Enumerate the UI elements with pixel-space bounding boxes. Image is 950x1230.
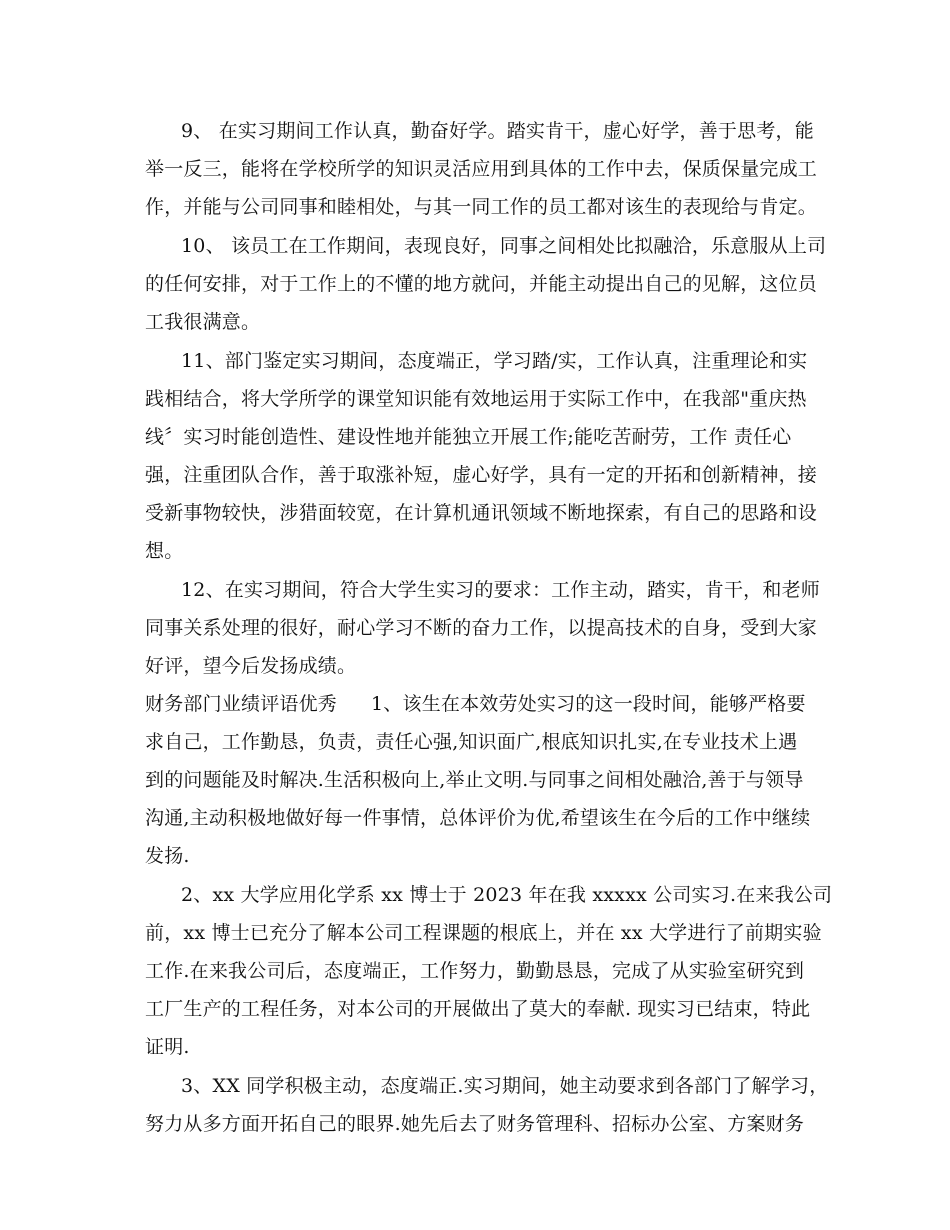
paragraph-9-line-1: 9、 在实习期间工作认真，勤奋好学。踏实肯干，虚心好学，善于思考，能 xyxy=(181,120,814,142)
section-item-1-line-3: 到的问题能及时解决.生活积极向上,举止文明.与同事之间相处融洽,善于与领导 xyxy=(145,769,804,791)
section-item-3-line-2: 努力从多方面开拓自己的眼界.她先后去了财务管理科、招标办公室、方案财务 xyxy=(145,1113,805,1135)
paragraph-12-line-3: 好评，望今后发扬成绩。 xyxy=(145,655,357,677)
paragraph-11-line-5: 受新事物较快，涉猎面较宽，在计算机通讯领域不断地探索，有自己的思路和设 xyxy=(145,502,818,524)
section-item-2-line-5: 证明. xyxy=(145,1036,190,1058)
section-item-3-line-1: 3、XX 同学积极主动，态度端正.实习期间，她主动要求到各部门了解学习， xyxy=(181,1075,829,1097)
section-item-2-line-3: 工作.在来我公司后，态度端正，工作努力，勤勤恳恳，完成了从实验室研究到 xyxy=(145,960,805,982)
paragraph-9-line-2: 举一反三，能将在学校所学的知识灵活应用到具体的工作中去，保质保量完成工 xyxy=(145,158,818,180)
paragraph-11-line-1: 11、部门鉴定实习期间，态度端正，学习踏/实，工作认真，注重理论和实 xyxy=(181,350,808,372)
paragraph-11-line-4: 强，注重团队合作，善于取涨补短，虚心好学，具有一定的开拓和创新精神，接 xyxy=(145,464,818,486)
section-item-2-line-1: 2、xx 大学应用化学系 xx 博士于 2023 年在我 xxxxx 公司实习.在来我公司 xyxy=(181,884,833,906)
paragraph-12-line-2: 同事关系处理的很好，耐心学习不断的奋力工作，以提高技术的自身，受到大家 xyxy=(145,617,818,639)
section-item-2-line-2: 前，xx 博士已充分了解本公司工程课题的根底上，并在 xx 大学进行了前期实验 xyxy=(145,922,822,944)
section-item-2-line-4: 工厂生产的工程任务，对本公司的开展做出了莫大的奉献. 现实习已结束，特此 xyxy=(145,998,811,1020)
section-item-1-line-4: 沟通,主动积极地做好每一件事情，总体评价为优,希望该生在今后的工作中继续 xyxy=(145,807,811,829)
section-item-1-line-1: 1、该生在本效劳处实习的这一段时间，能够严格要 xyxy=(371,693,806,715)
section-item-1-line-2: 求自己，工作勤恳，负责，责任心强,知识面广,根底知识扎实,在专业技术上遇 xyxy=(145,731,798,753)
section-heading: 财务部门业绩评语优秀 xyxy=(145,693,338,715)
paragraph-10-line-3: 工我很满意。 xyxy=(145,311,261,333)
paragraph-11-line-2: 践相结合，将大学所学的课堂知识能有效地运用于实际工作中，在我部"重庆热 xyxy=(145,388,807,410)
paragraph-10-line-2: 的任何安排，对于工作上的不懂的地方就问，并能主动提出自己的见解，这位员 xyxy=(145,273,818,295)
paragraph-11-line-6: 想。 xyxy=(145,540,184,562)
paragraph-9-line-3: 作，并能与公司同事和睦相处，与其一同工作的员工都对该生的表现给与肯定。 xyxy=(145,196,818,218)
paragraph-10-line-1: 10、 该员工在工作期间，表现良好，同事之间相处比拟融洽，乐意服从上司 xyxy=(181,235,827,257)
paragraph-11-line-3: 线〞实习时能创造性、建设性地并能独立开展工作;能吃苦耐劳，工作 责任心 xyxy=(145,426,792,448)
section-item-1-line-5: 发扬. xyxy=(145,845,190,867)
paragraph-12-line-1: 12、在实习期间，符合大学生实习的要求：工作主动，踏实，肯干，和老师 xyxy=(181,579,820,601)
